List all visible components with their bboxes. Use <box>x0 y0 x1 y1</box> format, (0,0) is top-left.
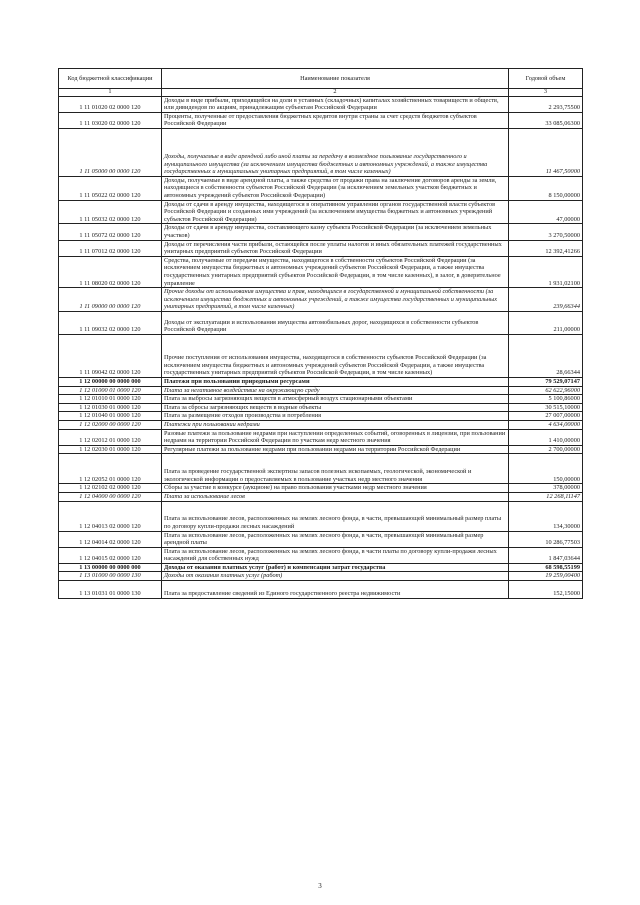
row-code: 1 11 09000 00 0000 120 <box>59 288 162 312</box>
row-value: 378,00000 <box>509 484 583 493</box>
table-row <box>59 403 583 412</box>
row-name: Плата за предоставление сведений из Единого государственного реестра недвижимости <box>162 581 509 599</box>
row-name: Платежи при пользовании недрами <box>162 420 509 429</box>
row-name: Плата за размещение отходов производства и потребления <box>162 412 509 421</box>
row-code: 1 12 00000 00 0000 000 <box>59 377 162 386</box>
table-row <box>59 377 583 386</box>
row-name: Доходы в виде прибыли, приходящейся на доли в уставных (складочных) капиталах хозяйственных товариществ и обществ, или дивидендов по акциям, принадлежащим субъектам Российской Федерации <box>162 96 509 112</box>
row-value: 12 392,41266 <box>509 240 583 256</box>
table-row <box>59 256 583 287</box>
row-value: 30 515,10000 <box>509 403 583 412</box>
row-code: 1 11 03020 02 0000 120 <box>59 112 162 128</box>
table-row <box>59 386 583 395</box>
row-value: 239,66344 <box>509 288 583 312</box>
row-name: Доходы от сдачи в аренду имущества, находящегося в оперативном управлении органов государственной власти субъектов Российской Федерации и созданных ими учреждений (за исключением имущества бюджетных и автономных учреждений субъектов Российской Федерации) <box>162 200 509 224</box>
row-name: Плата за использование лесов <box>162 492 509 501</box>
table-row <box>59 311 583 334</box>
row-value: 150,00000 <box>509 454 583 484</box>
row-name: Плата за проведение государственной экспертизы запасов полезных ископаемых, геологической, экономической и экологической информации о предоставляемых в пользование участках недр местного значения <box>162 454 509 484</box>
table-row <box>59 484 583 493</box>
row-code: 1 11 08020 02 0000 120 <box>59 256 162 287</box>
row-name: Плата за использование лесов, расположенных на землях лесного фонда, в части, превышающей минимальный размер платы по договору купли-продажи лесных насаждений <box>162 501 509 531</box>
table-row <box>59 412 583 421</box>
row-name: Сборы за участие в конкурсе (аукционе) на право пользования участками недр местного значения <box>162 484 509 493</box>
row-name: Средства, получаемые от передачи имущества, находящегося в собственности субъектов Российской Федерации (за исключением имущества бюджетных и автономных учреждений субъектов Российской Федерации, а также имущества государственных унитарных предприятий субъектов Российской Федерации, в том числе казенных), в залог, в доверительное управление <box>162 256 509 287</box>
row-name: Платежи при пользовании природными ресурсами <box>162 377 509 386</box>
row-code: 1 11 01020 02 0000 120 <box>59 96 162 112</box>
row-code: 1 12 01010 01 0000 120 <box>59 395 162 404</box>
row-name: Доходы от оказания платных услуг (работ) и компенсации затрат государства <box>162 563 509 572</box>
budget-revenue-table <box>58 68 583 599</box>
table-row <box>59 96 583 112</box>
row-value: 1 410,00000 <box>509 429 583 445</box>
row-code: 1 12 02030 01 0000 120 <box>59 445 162 454</box>
row-value: 2 293,75500 <box>509 96 583 112</box>
row-value: 1 931,02100 <box>509 256 583 287</box>
table-row <box>59 581 583 599</box>
header-value: Годовой объем <box>509 69 583 89</box>
row-name: Плата за использование лесов, расположенных на землях лесного фонда, в части, превышающей минимальный размер арендной платы <box>162 531 509 547</box>
row-name: Проценты, полученные от предоставления бюджетных кредитов внутри страны за счет средств бюджетов субъектов Российской Федерации <box>162 112 509 128</box>
row-name: Плата за использование лесов, расположенных на землях лесного фонда, в части платы по договору купли-продажи лесных насаждений для собственных нужд <box>162 547 509 563</box>
row-code: 1 12 01040 01 0000 120 <box>59 412 162 421</box>
row-value: 19 259,00400 <box>509 572 583 581</box>
row-value: 28,66344 <box>509 334 583 377</box>
row-value: 4 634,00000 <box>509 420 583 429</box>
row-name: Прочие поступления от использования имущества, находящегося в собственности субъектов Российской Федерации (за исключением имущества бюджетных и автономных учреждений субъектов Российской Федерации, а также имущества государственных унитарных предприятий субъектов Российской Федерации, в том числе казенных) <box>162 334 509 377</box>
table-row <box>59 128 583 176</box>
row-name: Регулярные платежи за пользование недрами при пользовании недрами на территории Российской Федерации <box>162 445 509 454</box>
row-value: 1 847,03644 <box>509 547 583 563</box>
row-name: Разовые платежи за пользование недрами при наступлении определенных событий, оговоренных в лицензии, при пользовании недрами на территории Российской Федерации по участкам недр местного значения <box>162 429 509 445</box>
row-value: 5 100,86000 <box>509 395 583 404</box>
row-code: 1 11 07012 02 0000 120 <box>59 240 162 256</box>
row-name: Доходы, получаемые в виде арендной платы, а также средства от продажи права на заключение договоров аренды за земли, находящиеся в собственности субъектов Российской Федерации (за исключением земельных участков бюджетных и автономных учреждений субъектов Российской Федерации) <box>162 176 509 200</box>
table-row <box>59 240 583 256</box>
row-code: 1 12 02052 01 0000 120 <box>59 454 162 484</box>
row-name: Доходы, получаемые в виде арендной либо иной платы за передачу в возмездное пользование государственного и муниципального имущества (за исключением имущества бюджетных и автономных учреждений, а также имущества государственных и муниципальных унитарных предприятий, в том числе казенных) <box>162 128 509 176</box>
row-code: 1 12 01030 01 0000 120 <box>59 403 162 412</box>
table-row <box>59 429 583 445</box>
row-code: 1 12 02102 02 0000 120 <box>59 484 162 493</box>
row-value: 47,00000 <box>509 200 583 224</box>
header-name: Наименование показателя <box>162 69 509 89</box>
row-code: 1 11 09042 02 0000 120 <box>59 334 162 377</box>
row-name: Доходы от оказания платных услуг (работ) <box>162 572 509 581</box>
row-code: 1 12 04013 02 0000 120 <box>59 501 162 531</box>
row-value: 33 085,06300 <box>509 112 583 128</box>
row-value: 2 700,00000 <box>509 445 583 454</box>
row-code: 1 12 02000 00 0000 120 <box>59 420 162 429</box>
table-row <box>59 454 583 484</box>
row-value: 79 529,07147 <box>509 377 583 386</box>
table-row <box>59 200 583 224</box>
table-row <box>59 395 583 404</box>
table-header-row <box>59 69 583 89</box>
table-row <box>59 547 583 563</box>
row-name: Доходы от сдачи в аренду имущества, составляющего казну субъекта Российской Федерации (за исключением земельных участков) <box>162 224 509 240</box>
table-row <box>59 563 583 572</box>
page-number: 3 <box>318 882 322 890</box>
table-row <box>59 176 583 200</box>
row-code: 1 12 04015 02 0000 120 <box>59 547 162 563</box>
column-number-1: 1 <box>59 89 162 97</box>
column-number-2: 2 <box>162 89 509 97</box>
row-value: 134,30000 <box>509 501 583 531</box>
table-row <box>59 531 583 547</box>
row-code: 1 13 01000 00 0000 130 <box>59 572 162 581</box>
header-code: Код бюджетной классификации <box>59 69 162 89</box>
table-row <box>59 334 583 377</box>
row-value: 8 150,00000 <box>509 176 583 200</box>
row-code: 1 12 01000 01 0000 120 <box>59 386 162 395</box>
row-name: Плата за сбросы загрязняющих веществ в водные объекты <box>162 403 509 412</box>
table-row <box>59 501 583 531</box>
row-name: Доходы от эксплуатации и использования имущества автомобильных дорог, находящихся в собственности субъектов Российской Федерации <box>162 311 509 334</box>
row-name: Прочие доходы от использования имущества и прав, находящихся в государственной и муниципальной собственности (за исключением имущества бюджетных и автономных учреждений, а также имущества государственных и муниципальных унитарных предприятий, в том числе казенных) <box>162 288 509 312</box>
row-code: 1 13 00000 00 0000 000 <box>59 563 162 572</box>
row-value: 211,00000 <box>509 311 583 334</box>
row-code: 1 11 05022 02 0000 120 <box>59 176 162 200</box>
table-row <box>59 445 583 454</box>
row-name: Плата за негативное воздействие на окружающую среду <box>162 386 509 395</box>
budget-table-sheet <box>58 68 582 599</box>
row-value: 68 598,55199 <box>509 563 583 572</box>
row-code: 1 12 04000 00 0000 120 <box>59 492 162 501</box>
row-value: 62 622,96000 <box>509 386 583 395</box>
column-number-3: 3 <box>509 89 583 97</box>
row-code: 1 13 01031 01 0000 130 <box>59 581 162 599</box>
table-row <box>59 492 583 501</box>
row-code: 1 11 05000 00 0000 120 <box>59 128 162 176</box>
row-value: 27 007,00000 <box>509 412 583 421</box>
table-row <box>59 288 583 312</box>
row-code: 1 12 04014 02 0000 120 <box>59 531 162 547</box>
column-number-row <box>59 89 583 97</box>
table-row <box>59 420 583 429</box>
row-code: 1 11 05032 02 0000 120 <box>59 200 162 224</box>
row-name: Доходы от перечисления части прибыли, остающейся после уплаты налогов и иных обязательных платежей государственных унитарных предприятий субъектов Российской Федерации <box>162 240 509 256</box>
table-row <box>59 224 583 240</box>
row-value: 3 270,50000 <box>509 224 583 240</box>
row-code: 1 11 05072 02 0000 120 <box>59 224 162 240</box>
table-row <box>59 112 583 128</box>
row-value: 12 268,11147 <box>509 492 583 501</box>
row-name: Плата за выбросы загрязняющих веществ в атмосферный воздух стационарными объектами <box>162 395 509 404</box>
row-code: 1 12 02012 01 0000 120 <box>59 429 162 445</box>
row-value: 10 286,77503 <box>509 531 583 547</box>
row-code: 1 11 09032 02 0000 120 <box>59 311 162 334</box>
row-value: 152,15000 <box>509 581 583 599</box>
row-value: 11 467,50000 <box>509 128 583 176</box>
table-row <box>59 572 583 581</box>
